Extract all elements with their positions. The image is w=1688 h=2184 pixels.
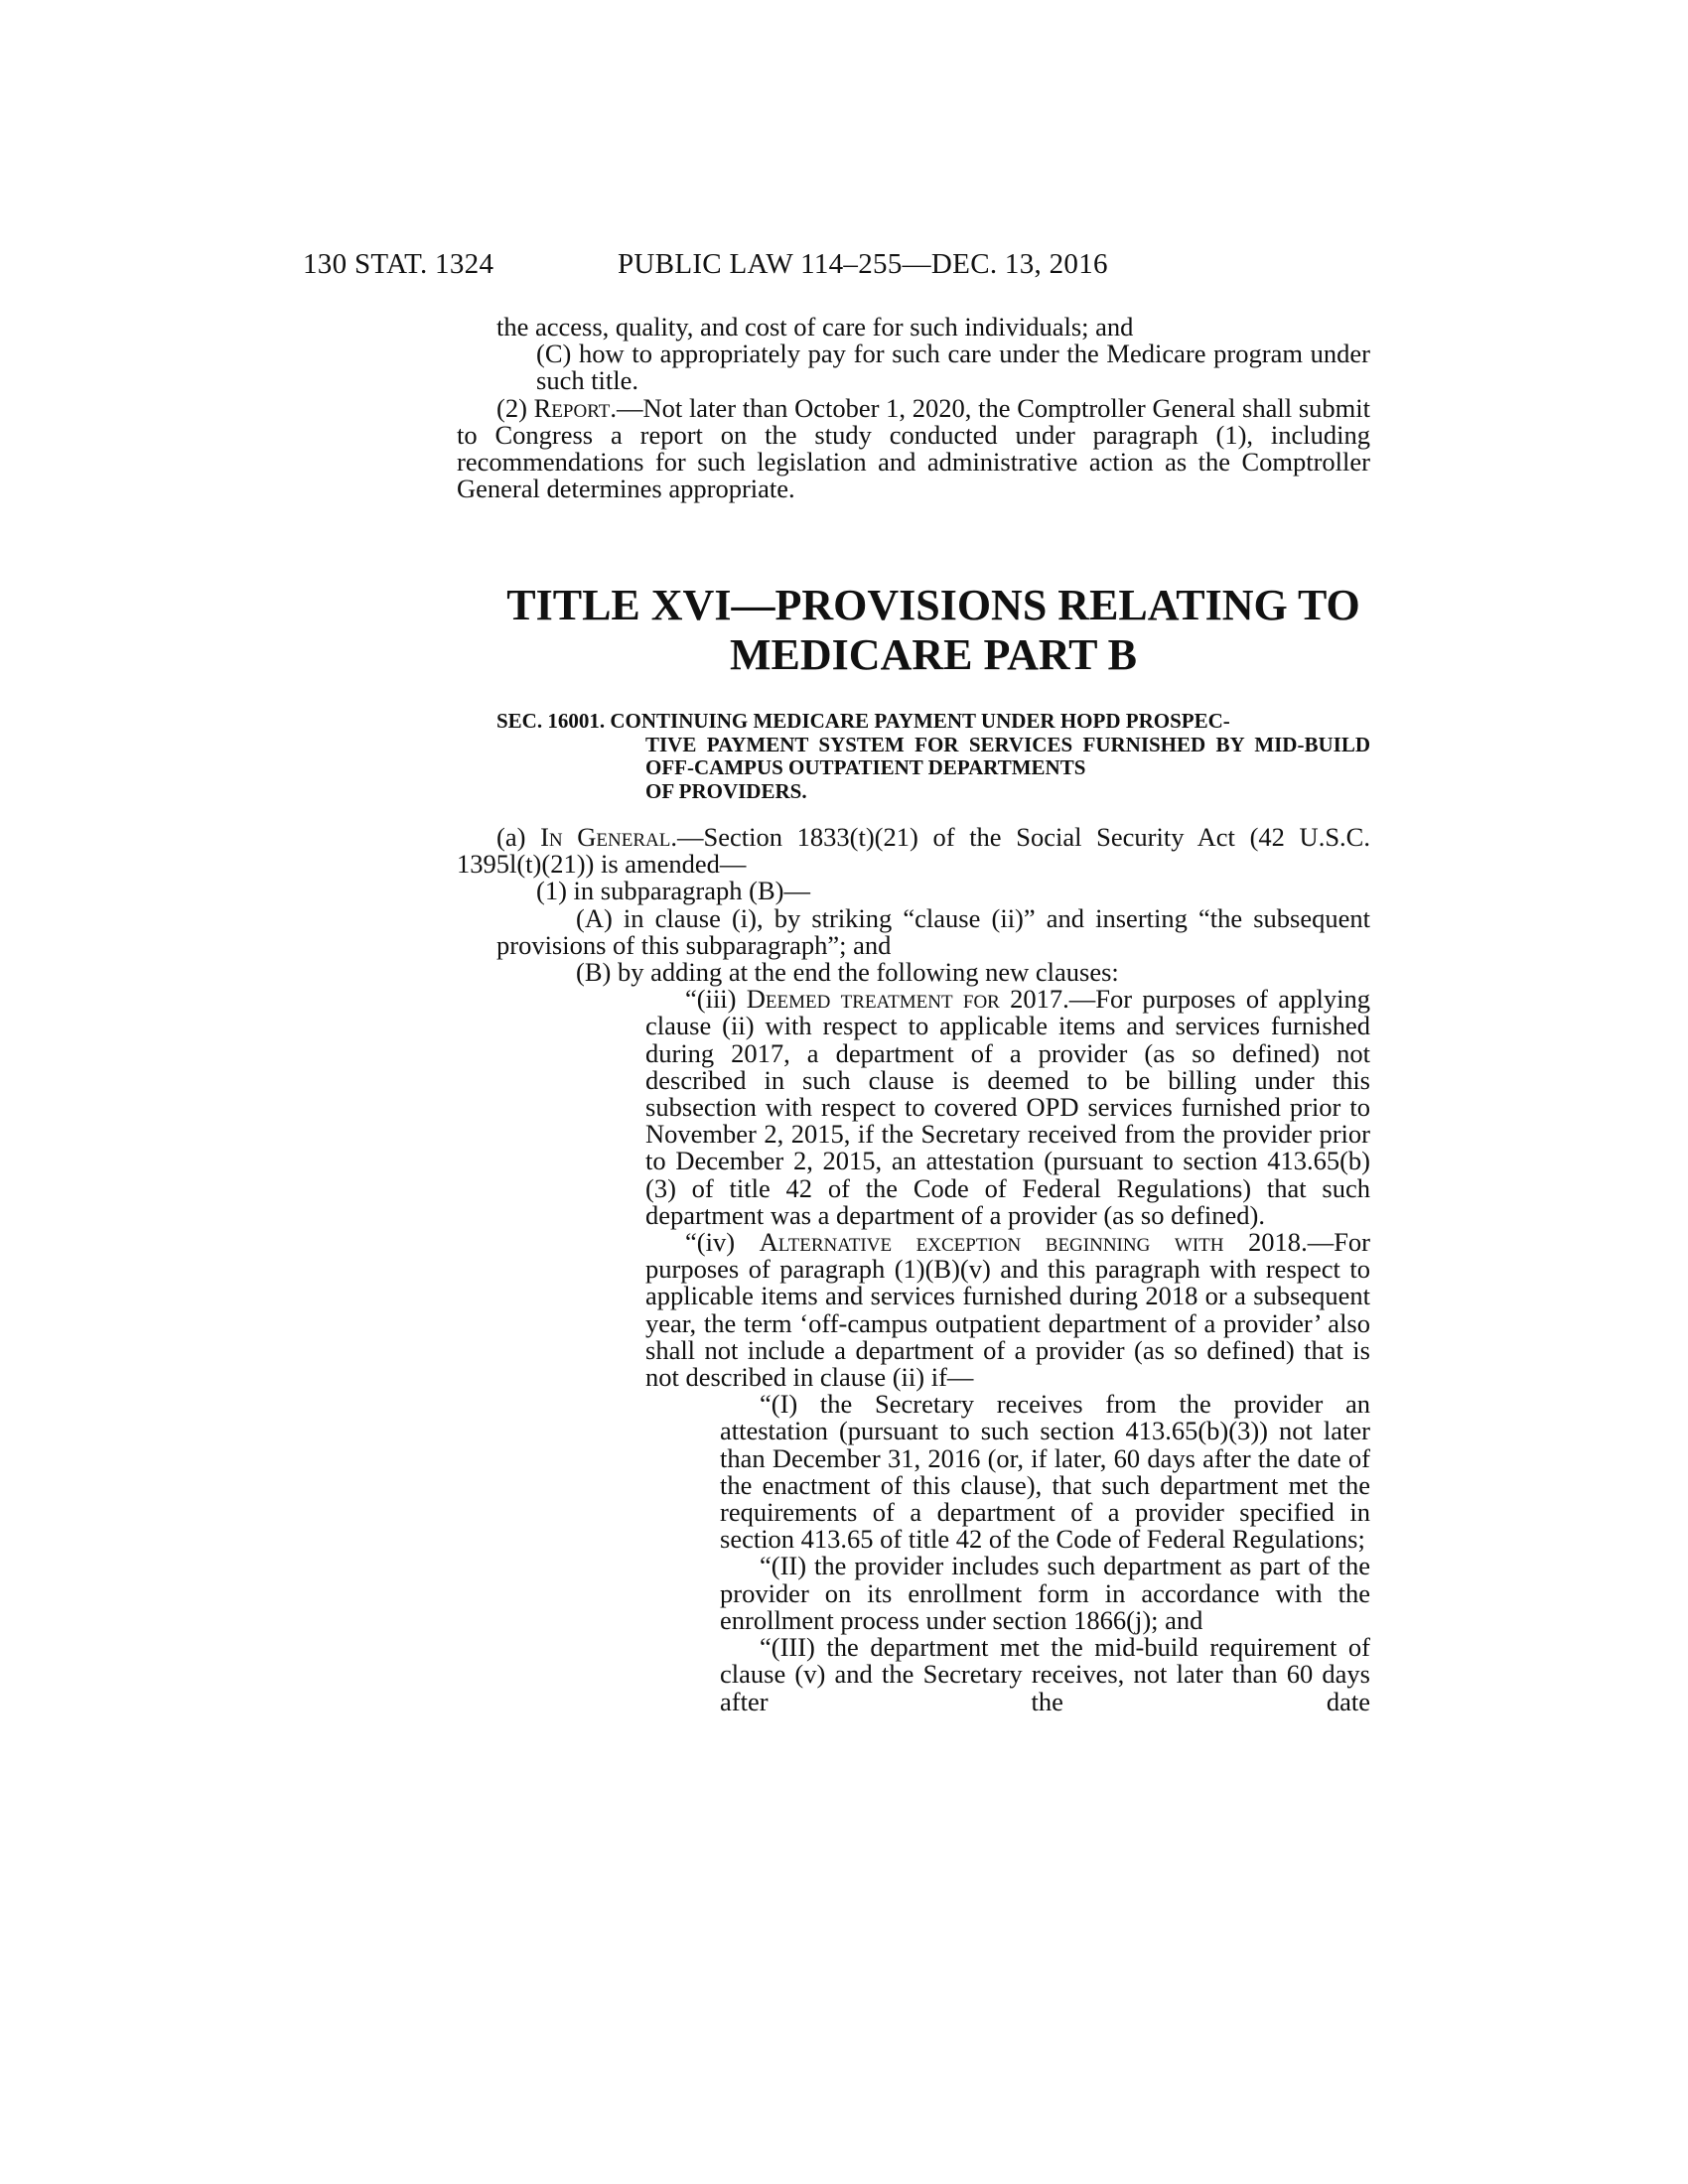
clause-iii — [645, 986, 1370, 1229]
subclause-i: “(I) the Secretary receives from the provider an attestation (pursuant to such section 413.65(b)(3)) not later than December 31, 2016 (or, if later, 60 days after the date of the enactment of this clause), that such department met the requirements of a department of a provider specified in section 413.65 of title 42 of the Code of Federal Regulations; — [720, 1389, 1370, 1555]
paragraph-report — [457, 392, 1370, 504]
title-heading — [477, 581, 1390, 680]
clause-text: .—For purposes of applying clause (ii) with respect to applicable items and services furnished during 2017, a department of a provider (as so defined) not described in such clause is deemed to be billing under this subsection with respect to covered OPD services furnished prior to November 2, 2015, if the Secretary received from the provider prior to December 2, 2015, an attestation (pursuant to section 413.65(b)(3) of title 42 of the Code of Federal Regulations) that such department was a department of a provider (as so defined). — [645, 984, 1371, 1230]
section-heading-line-3: OF PROVIDERS. — [645, 778, 807, 803]
title-line-2: MEDICARE PART B — [730, 630, 1137, 679]
paragraph-text: .—Not later than October 1, 2020, the Comptroller General shall submit to Congress a report on the study conducted under paragraph (1), including recommendations for such legislation and administrative action as the Comptroller General determines appropriate. — [457, 392, 1370, 504]
statute-page-number: 130 STAT. 1324 — [303, 248, 494, 280]
clause-heading: Alternative exception beginning with 2018 — [759, 1227, 1302, 1258]
clause-text: .—For purposes of paragraph (1)(B)(v) and this paragraph with respect to applicable items and services furnished during 2018 or a subsequent year, the term ‘off-campus outpatient department of a provider’ also shall not include a department of a provider (as so defined) that is not described in clause (ii) if— — [645, 1227, 1371, 1393]
clause-number: “(iv) — [685, 1227, 760, 1258]
clause-number: “(iii) — [685, 984, 747, 1015]
subsection-number: (a) — [496, 822, 541, 852]
subclause-ii: “(II) the provider includes such department as part of the provider on its enrollment form in accordance with the enrollment process under section 1866(j); and — [720, 1551, 1370, 1635]
subparagraph-b: (B) by adding at the end the following new clauses: — [576, 957, 1119, 988]
title-line-1: TITLE XVI—PROVISIONS RELATING TO — [506, 581, 1360, 629]
section-heading-line-2: TIVE PAYMENT SYSTEM FOR SERVICES FURNISHED BY MID-BUILD OFF-CAMPUS OUTPATIENT DEPARTMENTS — [645, 732, 1370, 779]
paragraph-c: (C) how to appropriately pay for such care under the Medicare program under such title. — [536, 339, 1370, 396]
clause-heading: Deemed treatment for 2017 — [746, 984, 1063, 1015]
subclause-iii: “(III) the department met the mid-build requirement of clause (v) and the Secretary receives, not later than 60 days after the date — [720, 1632, 1370, 1716]
subparagraph-a: (A) in clause (i), by striking “clause (ii)” and inserting “the subsequent provisions of this subparagraph”; and — [496, 902, 1370, 960]
clause-block — [645, 986, 1370, 1391]
paragraph-number: (2) — [496, 392, 534, 423]
subsection-heading: In General — [540, 822, 671, 852]
subsection-a — [457, 824, 1370, 878]
subclause-block — [720, 1391, 1370, 1714]
section-heading — [496, 710, 1370, 803]
paragraph-1: (1) in subparagraph (B)— — [536, 876, 810, 906]
paragraph-continuation: the access, quality, and cost of care for such individuals; and — [496, 312, 1134, 341]
subsection-text: .—Section 1833(t)(21) of the Social Security Act (42 U.S.C. 1395l(t)(21)) is amended— — [457, 822, 1370, 880]
paragraph-heading: Report — [533, 392, 611, 423]
top-text-block — [457, 312, 1370, 504]
section-heading-line-1: SEC. 16001. CONTINUING MEDICARE PAYMENT UNDER HOPD PROSPEC- — [496, 709, 1230, 733]
running-header: PUBLIC LAW 114–255—DEC. 13, 2016 — [618, 248, 1108, 280]
section-body — [457, 822, 1371, 1716]
clause-iv — [645, 1229, 1370, 1391]
